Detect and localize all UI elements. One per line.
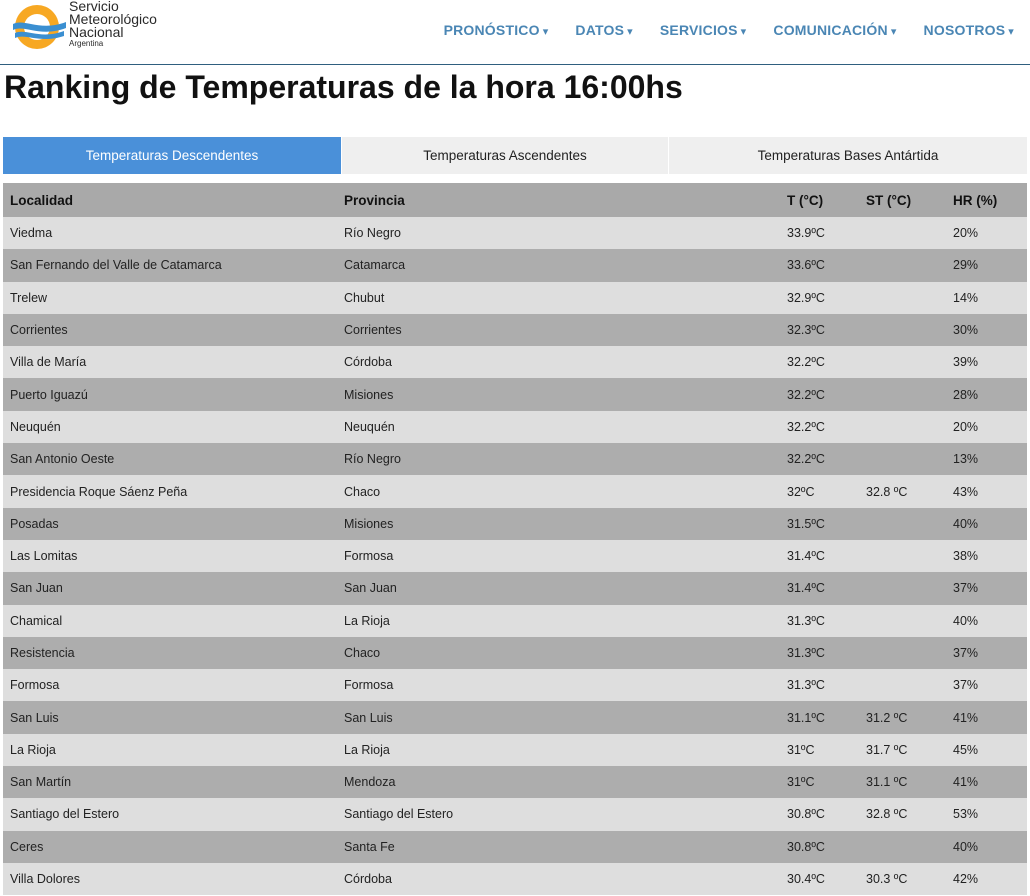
cell-localidad: Presidencia Roque Sáenz Peña (3, 475, 337, 507)
cell-localidad: Viedma (3, 217, 337, 249)
nav-comunicacion-label: COMUNICACIÓN (773, 22, 888, 38)
cell-temperatura: 30.8ºC (780, 798, 859, 830)
brand-line-2: Meteorológico (69, 11, 157, 27)
brand-line-3: Nacional (69, 24, 124, 40)
cell-localidad: Puerto Iguazú (3, 378, 337, 410)
cell-sensacion-termica (859, 378, 946, 410)
cell-provincia: San Luis (337, 701, 780, 733)
cell-temperatura: 31ºC (780, 734, 859, 766)
cell-localidad: Formosa (3, 669, 337, 701)
table-header-row (3, 183, 1027, 217)
cell-localidad: San Fernando del Valle de Catamarca (3, 249, 337, 281)
cell-localidad: Posadas (3, 508, 337, 540)
table-row (3, 378, 1027, 410)
cell-temperatura: 32.9ºC (780, 282, 859, 314)
cell-humedad: 41% (946, 701, 1027, 733)
brand-name[interactable] (69, 0, 157, 49)
table-row (3, 605, 1027, 637)
cell-temperatura: 31.3ºC (780, 669, 859, 701)
table-row (3, 798, 1027, 830)
cell-humedad: 39% (946, 346, 1027, 378)
table-row (3, 346, 1027, 378)
cell-humedad: 40% (946, 831, 1027, 863)
cell-humedad: 42% (946, 863, 1027, 895)
nav-comunicacion[interactable] (773, 22, 896, 38)
cell-provincia: Río Negro (337, 443, 780, 475)
table-row (3, 831, 1027, 863)
table-row (3, 411, 1027, 443)
cell-provincia: Córdoba (337, 863, 780, 895)
cell-provincia: Santiago del Estero (337, 798, 780, 830)
site-header (0, 0, 1030, 65)
cell-temperatura: 30.4ºC (780, 863, 859, 895)
cell-temperatura: 31.4ºC (780, 540, 859, 572)
cell-provincia: Misiones (337, 508, 780, 540)
cell-localidad: Corrientes (3, 314, 337, 346)
cell-sensacion-termica (859, 314, 946, 346)
cell-provincia: La Rioja (337, 605, 780, 637)
table-row (3, 508, 1027, 540)
table-row (3, 217, 1027, 249)
cell-sensacion-termica: 32.8 ºC (859, 798, 946, 830)
nav-pronostico-label: PRONÓSTICO (443, 22, 540, 38)
col-header-localidad[interactable]: Localidad (3, 183, 337, 217)
nav-servicios-label: SERVICIOS (659, 22, 738, 38)
table-row (3, 475, 1027, 507)
col-header-humedad[interactable]: HR (%) (946, 183, 1027, 217)
cell-localidad: San Juan (3, 572, 337, 604)
cell-humedad: 53% (946, 798, 1027, 830)
cell-localidad: Chamical (3, 605, 337, 637)
cell-sensacion-termica (859, 637, 946, 669)
cell-localidad: San Antonio Oeste (3, 443, 337, 475)
cell-humedad: 38% (946, 540, 1027, 572)
cell-sensacion-termica (859, 831, 946, 863)
cell-humedad: 43% (946, 475, 1027, 507)
cell-localidad: Ceres (3, 831, 337, 863)
cell-provincia: Formosa (337, 540, 780, 572)
cell-humedad: 40% (946, 605, 1027, 637)
cell-sensacion-termica (859, 249, 946, 281)
cell-humedad: 37% (946, 572, 1027, 604)
cell-localidad: Villa Dolores (3, 863, 337, 895)
ranking-table-body (3, 217, 1027, 895)
cell-humedad: 29% (946, 249, 1027, 281)
cell-humedad: 41% (946, 766, 1027, 798)
cell-provincia: Mendoza (337, 766, 780, 798)
nav-servicios[interactable] (660, 22, 747, 38)
nav-pronostico[interactable] (444, 22, 549, 38)
brand-line-1: Servicio (69, 0, 119, 14)
table-row (3, 669, 1027, 701)
table-row (3, 540, 1027, 572)
cell-sensacion-termica (859, 411, 946, 443)
cell-sensacion-termica (859, 217, 946, 249)
cell-provincia: Chaco (337, 637, 780, 669)
cell-humedad: 40% (946, 508, 1027, 540)
cell-provincia: Santa Fe (337, 831, 780, 863)
cell-humedad: 30% (946, 314, 1027, 346)
smn-logo-icon[interactable] (10, 2, 66, 52)
cell-provincia: Córdoba (337, 346, 780, 378)
cell-humedad: 37% (946, 637, 1027, 669)
cell-localidad: Neuquén (3, 411, 337, 443)
col-header-temperatura[interactable]: T (°C) (780, 183, 859, 217)
cell-sensacion-termica (859, 346, 946, 378)
cell-temperatura: 31.4ºC (780, 572, 859, 604)
cell-sensacion-termica (859, 605, 946, 637)
cell-temperatura: 32.2ºC (780, 346, 859, 378)
cell-sensacion-termica (859, 443, 946, 475)
cell-localidad: Trelew (3, 282, 337, 314)
table-row (3, 637, 1027, 669)
cell-provincia: Neuquén (337, 411, 780, 443)
table-row (3, 734, 1027, 766)
tab-bases-antartida[interactable]: Temperaturas Bases Antártida (668, 137, 1027, 174)
table-row (3, 572, 1027, 604)
ranking-tabs (3, 137, 1027, 174)
nav-nosotros-label: NOSOTROS (923, 22, 1006, 38)
chevron-down-icon: ▾ (890, 26, 897, 38)
nav-nosotros[interactable] (924, 22, 1014, 38)
chevron-down-icon: ▾ (740, 26, 747, 38)
brand-country: Argentina (69, 39, 104, 48)
cell-localidad: San Luis (3, 701, 337, 733)
cell-sensacion-termica: 31.7 ºC (859, 734, 946, 766)
cell-sensacion-termica: 31.2 ºC (859, 701, 946, 733)
cell-localidad: San Martín (3, 766, 337, 798)
cell-sensacion-termica (859, 572, 946, 604)
cell-localidad: Santiago del Estero (3, 798, 337, 830)
cell-temperatura: 33.9ºC (780, 217, 859, 249)
chevron-down-icon: ▾ (1008, 26, 1014, 38)
cell-temperatura: 31.3ºC (780, 637, 859, 669)
chevron-down-icon: ▾ (542, 26, 549, 38)
cell-localidad: La Rioja (3, 734, 337, 766)
cell-temperatura: 32.2ºC (780, 443, 859, 475)
table-row (3, 766, 1027, 798)
cell-sensacion-termica (859, 669, 946, 701)
cell-sensacion-termica (859, 540, 946, 572)
cell-sensacion-termica: 31.1 ºC (859, 766, 946, 798)
cell-provincia: Misiones (337, 378, 780, 410)
ranking-table-container (3, 183, 1027, 895)
cell-humedad: 45% (946, 734, 1027, 766)
nav-datos[interactable] (575, 22, 632, 38)
table-row (3, 314, 1027, 346)
table-row (3, 863, 1027, 895)
col-header-provincia[interactable]: Provincia (337, 183, 780, 217)
cell-provincia: La Rioja (337, 734, 780, 766)
table-row (3, 249, 1027, 281)
cell-sensacion-termica (859, 508, 946, 540)
cell-localidad: Las Lomitas (3, 540, 337, 572)
cell-humedad: 13% (946, 443, 1027, 475)
cell-localidad: Resistencia (3, 637, 337, 669)
cell-temperatura: 31.5ºC (780, 508, 859, 540)
tab-descendentes[interactable]: Temperaturas Descendentes (3, 137, 341, 174)
cell-provincia: Río Negro (337, 217, 780, 249)
cell-sensacion-termica (859, 282, 946, 314)
table-row (3, 443, 1027, 475)
page-title: Ranking de Temperaturas de la hora 16:00hs (4, 69, 683, 105)
tab-ascendentes[interactable]: Temperaturas Ascendentes (341, 137, 668, 174)
cell-sensacion-termica: 30.3 ºC (859, 863, 946, 895)
cell-temperatura: 33.6ºC (780, 249, 859, 281)
cell-provincia: San Juan (337, 572, 780, 604)
cell-humedad: 20% (946, 411, 1027, 443)
cell-humedad: 28% (946, 378, 1027, 410)
cell-provincia: Chubut (337, 282, 780, 314)
table-row (3, 282, 1027, 314)
cell-provincia: Catamarca (337, 249, 780, 281)
cell-temperatura: 30.8ºC (780, 831, 859, 863)
cell-provincia: Formosa (337, 669, 780, 701)
cell-provincia: Chaco (337, 475, 780, 507)
cell-temperatura: 32.2ºC (780, 411, 859, 443)
cell-temperatura: 31.1ºC (780, 701, 859, 733)
cell-sensacion-termica: 32.8 ºC (859, 475, 946, 507)
cell-humedad: 14% (946, 282, 1027, 314)
cell-temperatura: 32.3ºC (780, 314, 859, 346)
cell-temperatura: 32.2ºC (780, 378, 859, 410)
cell-humedad: 20% (946, 217, 1027, 249)
table-row (3, 701, 1027, 733)
cell-provincia: Corrientes (337, 314, 780, 346)
col-header-sensacion-termica[interactable]: ST (°C) (859, 183, 946, 217)
cell-localidad: Villa de María (3, 346, 337, 378)
main-nav (444, 22, 1014, 38)
cell-temperatura: 31ºC (780, 766, 859, 798)
ranking-table (3, 183, 1027, 895)
chevron-down-icon: ▾ (627, 26, 633, 38)
nav-datos-label: DATOS (575, 22, 625, 38)
cell-temperatura: 32ºC (780, 475, 859, 507)
cell-humedad: 37% (946, 669, 1027, 701)
cell-temperatura: 31.3ºC (780, 605, 859, 637)
